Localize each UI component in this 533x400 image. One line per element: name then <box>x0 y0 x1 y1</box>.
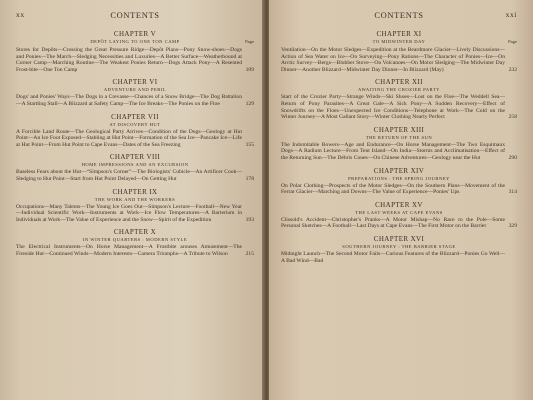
chapter-entry <box>281 235 517 264</box>
chapter-entry <box>16 153 254 182</box>
right-contents-list <box>281 30 517 400</box>
chapter-page-number: 129 <box>245 100 254 107</box>
right-running-head <box>281 10 517 24</box>
chapter-number: CHAPTER XIV <box>373 166 425 175</box>
chapter-entry <box>281 126 517 162</box>
chapter-title: THE LAST WEEKS AT CAPE EVANS <box>355 209 443 215</box>
chapter-title: TO MIDWINTER DAY <box>372 39 426 44</box>
chapter-entry <box>16 78 254 107</box>
chapter-synopsis-text: Ventilation—On the Motor Sledges—Expedition at the Beardmore Glacier—Lively Discussions—Action of Sea Water on Ice—On Surveying—Pony Rations—The Character of Ponies—Ice—On Arctic Survey—Bergs—Blubber Stove—On Volcanoes—On Motor Sledging—The Midwinter Day Dinner—Another Blizzard—Midwinter Day Dinner—In Blizzard (May) <box>281 47 505 73</box>
right-page <box>269 0 533 400</box>
chapter-synopsis-text: The Indomitable Bowers—Age and Endurance—On Horse Management—The Two Esquimaux Dogs—A Radium Lecture—From Tent Island—On India—Storms and Acclimatisation—Effect of the Returning Sun—The Débris Cones—On Chinese Adventures—Geology near the Hut <box>281 141 505 161</box>
page-column-label: Page <box>508 39 517 44</box>
right-page-header: CONTENTS <box>374 10 424 20</box>
right-page-number: xxi <box>505 10 517 19</box>
chapter-page-number: 155 <box>245 141 254 148</box>
chapter-number: CHAPTER VI <box>112 78 158 87</box>
chapter-synopsis-text: Clissold's Accident—Christopher's Pranks—A Motor Mishap—No Race to the Pole—Some Personal Sketches—A Football—Last Days at Cape Evans—The First Motor on the Barrier <box>281 216 505 230</box>
chapter-title: IN WINTER QUARTERS : MODERN STYLE <box>82 237 188 243</box>
chapter-page-number: 329 <box>508 223 517 230</box>
chapter-number: CHAPTER XIII <box>373 125 425 134</box>
left-page-number: xx <box>16 10 25 19</box>
chapter-title: THE WORK AND THE WORKERS <box>94 196 176 202</box>
chapter-title: ADVENTURE AND PERIL <box>103 87 167 93</box>
chapter-synopsis <box>281 142 517 162</box>
chapter-synopsis <box>281 94 517 120</box>
chapter-entry <box>16 113 254 149</box>
chapter-title: AWAITING THE CROZIER PARTY <box>358 87 440 93</box>
chapter-synopsis-text: Dogs' and Ponies' Ways—The Dogs in a Crevasse—Chances of a Snow Bridge—The Dog Battalion—A Startling Stall—A Blizzard at Safety Camp—The Ice Breaks—The Ponies on the Floe <box>16 94 242 107</box>
chapter-page-number: 258 <box>508 114 517 121</box>
chapter-page-number: 178 <box>245 175 254 182</box>
chapter-entry <box>281 167 517 196</box>
chapter-synopsis <box>16 47 254 73</box>
chapter-title: DEPÔT LAYING TO ONE TON CAMP <box>90 39 180 44</box>
chapter-synopsis <box>16 204 254 224</box>
chapter-number: CHAPTER X <box>113 228 157 237</box>
left-contents-list <box>16 30 254 400</box>
left-page <box>0 0 264 400</box>
chapter-title: THE RETURN OF THE SUN <box>365 134 433 140</box>
chapter-title: HOME IMPRESSIONS AND AN EXCURSION <box>81 162 189 168</box>
chapter-synopsis-text: Midnight Launch—The Second Motor Fails—Curious Features of the Blizzard—Ponies Go Well—A Bad Wind—Bad <box>281 250 505 264</box>
chapter-synopsis <box>281 47 517 73</box>
left-running-head <box>16 10 254 24</box>
page-column-label: Page <box>245 39 254 44</box>
chapter-number: CHAPTER XII <box>375 78 423 87</box>
chapter-synopsis <box>281 217 517 230</box>
chapter-page-number: 290 <box>508 154 517 161</box>
chapter-number: CHAPTER VIII <box>109 153 161 162</box>
chapter-synopsis-text: Baseless Fears about the Hut—“Simpson's Corner”—The Biologists' Cubicle—An Artificer Cook—Sledging to Hut Point—Start from Hut Point Delayed—On Getting Hut <box>16 169 242 182</box>
chapter-title: PREPARATIONS : THE SPRING JOURNEY <box>348 175 450 181</box>
chapter-entry <box>16 188 254 224</box>
chapter-entry <box>281 201 517 230</box>
chapter-entry <box>16 228 254 257</box>
chapter-synopsis <box>16 129 254 149</box>
chapter-title: AT DISCOVERY HUT <box>109 121 161 127</box>
chapter-synopsis-text: A Forcible Land Route—The Geological Party Arrives—Condition of the Dogs—Geology at Hut Point—An Ice Foot Exposed—Stabling at Hut Point—Formation of the Sea Ice—Pancake Ice—Life at Hut Point—From Hut Point to Cape Evans—Dates of the Sea Freezing <box>16 128 242 148</box>
chapter-synopsis <box>16 244 254 257</box>
chapter-synopsis-text: Occupations—Many Talents—The Young Ice Goes Out—Simpson's Lecture—Football—New Year—Individual Scientific Work—Instruments at Work—Ice Flow Temperatures—A Barterium in Individuals at Work—The Value of Experience and the Snow—Spirit of the Expedition <box>16 203 242 223</box>
chapter-page-number: 109 <box>245 66 254 73</box>
chapter-page-number: 314 <box>508 189 517 196</box>
chapter-title: SOUTHERN JOURNEY : THE BARRIER STAGE <box>342 243 456 249</box>
chapter-number: CHAPTER XVI <box>373 234 425 243</box>
chapter-number: CHAPTER IX <box>112 187 158 196</box>
chapter-page-number: 215 <box>245 250 254 257</box>
chapter-number: CHAPTER VII <box>111 112 159 121</box>
chapter-synopsis-text: Start of the Crozier Party—Strange Winds—Ski Shoes—Lost on the Floe—The Weddell Sea—Return of Pony Parasites—A Great Gale—A Sick Pony—A Sudden Recovery—Effect of Snowdrifts on the Floes—Unexpected Ice Conditions—Telephone at Work—The Cold on the Winter Journey—A Most Gallant Story—Winter Clothing Nearly Perfect <box>281 94 505 121</box>
chapter-number: CHAPTER XV <box>375 200 423 209</box>
chapter-synopsis-text: The Electrical Instruments—On Horse Management—A Frostbite arouses Amusement—The Fireside Hut—Continued Winds—Modern Interests—Camera Triumphs—A Tribute to Wilson <box>16 244 242 257</box>
chapter-entry <box>16 30 254 73</box>
chapter-page-number: 232 <box>508 66 517 73</box>
chapter-number: CHAPTER V <box>113 30 157 38</box>
chapter-synopsis <box>281 251 517 264</box>
chapter-entry <box>281 30 517 73</box>
chapter-synopsis <box>281 183 517 196</box>
chapter-synopsis-text: On Polar Clothing—Prospects of the Motor Sledges—On the Southern Plans—Movement of the Ferrar Glacier—Marching and Downs—The Value of Experience—Ponies' Ups <box>281 182 505 196</box>
chapter-synopsis <box>16 169 254 182</box>
chapter-synopsis <box>16 94 254 107</box>
left-page-header: CONTENTS <box>110 10 160 20</box>
chapter-page-number: 193 <box>245 216 254 223</box>
chapter-entry <box>281 78 517 120</box>
chapter-number: CHAPTER XI <box>376 30 422 38</box>
chapter-synopsis-text: Stores for Depôts—Crossing the Great Pressure Ridge—Depôt Plans—Pony Snow-shoes—Dogs and Ponies—The March—Sledging Necessities and Luxuries—A Better Surface—Weatherbound at Corner Camp—Marching Routine—The Weakest Ponies Return—Dogs Attack Pony—A Resented Frost-bite—One Ton Camp <box>16 47 242 73</box>
